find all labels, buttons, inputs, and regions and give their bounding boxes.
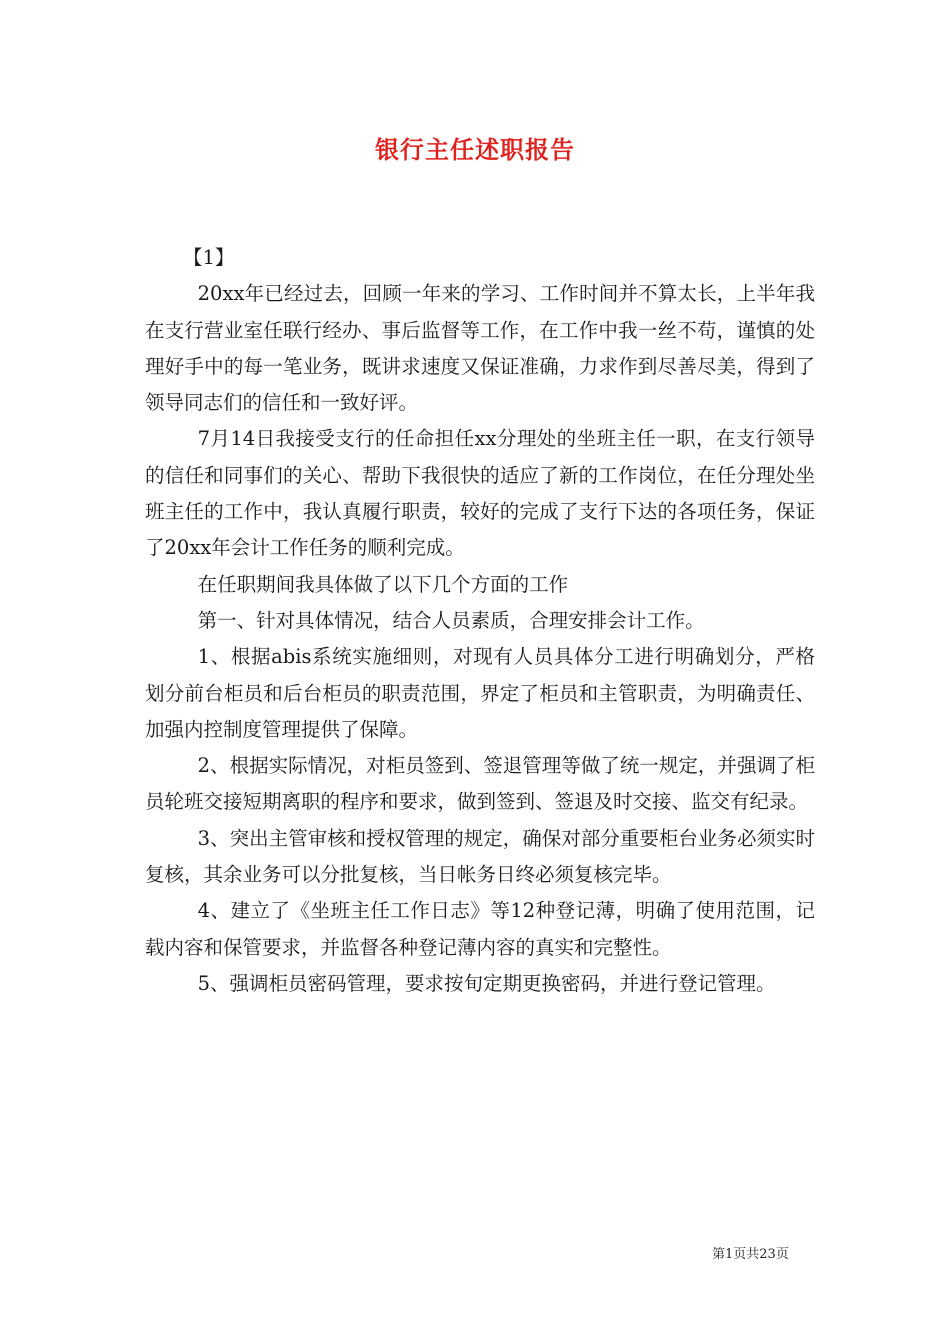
page-number-footer: 第1页共23页 <box>712 1247 789 1262</box>
paragraph-item-4: 4、建立了《坐班主任工作日志》等12种登记薄，明确了使用范围，记载内容和保管要求，并监督各种登记薄内容的真实和完整性。 <box>145 899 815 959</box>
paragraph-item-3: 3、突出主管审核和授权管理的规定，确保对部分重要柜台业务必须实时复核，其余业务可以分批复核，当日帐务日终必须复核完毕。 <box>145 826 815 887</box>
paragraph-first-point: 第一、针对具体情况，结合人员素质，合理安排会计工作。 <box>197 608 705 632</box>
paragraph-item-2: 2、根据实际情况，对柜员签到、签退管理等做了统一规定，并强调了柜员轮班交接短期离职的程序和要求，做到签到、签退及时交接、监交有纪录。 <box>145 754 815 814</box>
paragraph-item-1: 1、根据abis系统实施细则，对现有人员具体分工进行明确划分，严格划分前台柜员和后台柜员的职责范围，界定了柜员和主管职责，为明确责任、加强内控制度管理提供了保障。 <box>145 645 815 741</box>
paragraph-item-5: 5、强调柜员密码管理，要求按旬定期更换密码，并进行登记管理。 <box>197 971 776 995</box>
section-marker: 【1】 <box>183 246 235 269</box>
document-body <box>145 240 815 1002</box>
paragraph-intro: 20xx年已经过去，回顾一年来的学习、工作时间并不算太长，上半年我在支行营业室任联行经办、事后监督等工作，在工作中我一丝不苟，谨慎的处理好手中的每一笔业务，既讲求速度又保证准确，力求作到尽善尽美，得到了领导同志们的信任和一致好评。 <box>145 282 815 415</box>
document-title: 银行主任述职报告 <box>375 135 575 164</box>
paragraph-work-overview: 在任职期间我具体做了以下几个方面的工作 <box>197 572 569 596</box>
paragraph-appointment: 7月14日我接受支行的任命担任xx分理处的坐班主任一职，在支行领导的信任和同事们的关心、帮助下我很快的适应了新的工作岗位，在任分理处坐班主任的工作中，我认真履行职责，较好的完成了支行下达的各项任务，保证了20xx年会计工作任务的顺利完成。 <box>145 427 815 560</box>
